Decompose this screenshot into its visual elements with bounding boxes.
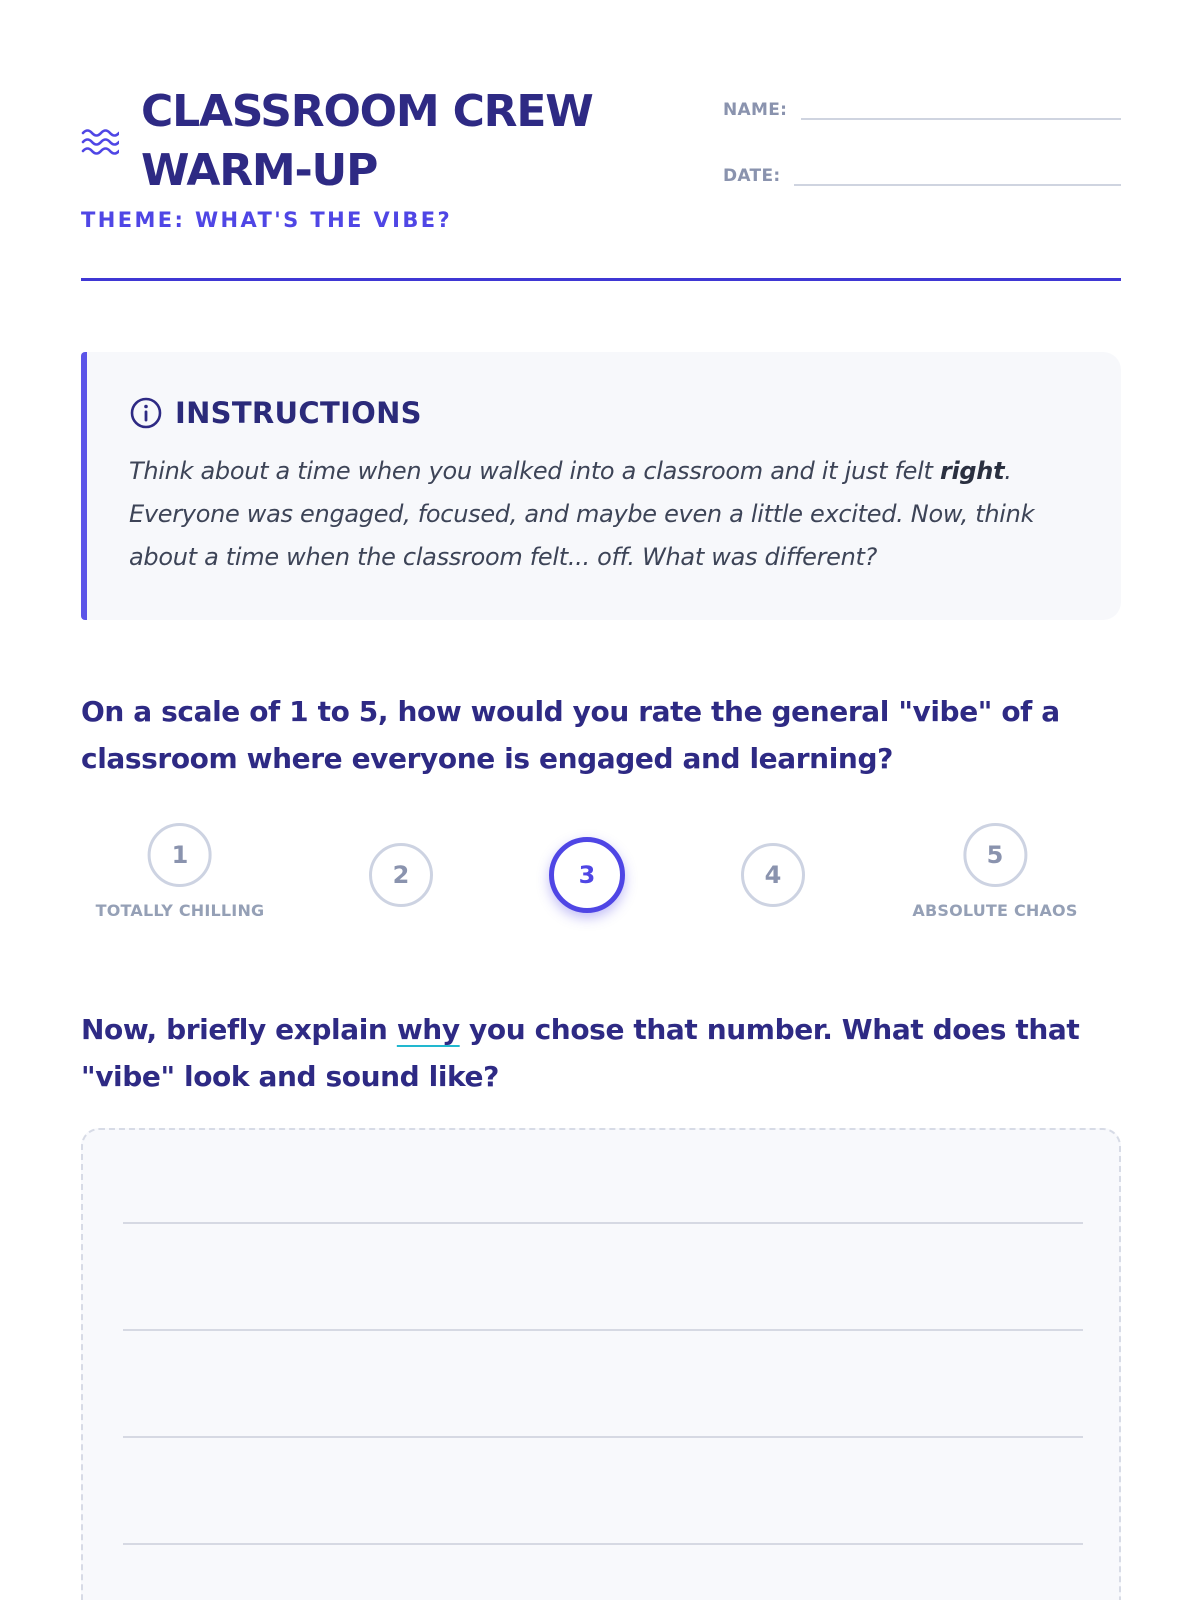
answer-line [123, 1543, 1083, 1545]
title-line-2: WARM-UP [141, 145, 378, 196]
worksheet-header [81, 78, 1121, 283]
scale-option-4[interactable] [741, 843, 805, 907]
scale-min-label: TOTALLY CHILLING [95, 901, 265, 920]
question-2-part-1: Now, briefly explain [81, 1013, 397, 1046]
instructions-heading [129, 396, 422, 430]
scale-option-1[interactable] [96, 823, 265, 920]
date-field[interactable] [794, 158, 1121, 186]
scale-max-label: ABSOLUTE CHAOS [912, 901, 1078, 920]
date-field-row [723, 156, 1121, 186]
question-2-emphasis: why [396, 1013, 460, 1046]
instructions-box [81, 352, 1121, 620]
name-field-row [723, 90, 1121, 120]
instructions-title: INSTRUCTIONS [175, 396, 422, 430]
scale-circle-5[interactable]: 5 [963, 823, 1027, 887]
question-2 [81, 1006, 1121, 1100]
scale-option-3[interactable] [549, 837, 625, 913]
date-label: DATE: [723, 166, 781, 186]
instructions-text-emphasis: right [939, 457, 1005, 485]
theme-subtitle: THEME: WHAT'S THE VIBE? [81, 208, 453, 232]
page-title [141, 82, 701, 200]
scale-circle-3-selected[interactable]: 3 [549, 837, 625, 913]
answer-line [123, 1222, 1083, 1224]
answer-area[interactable] [81, 1128, 1121, 1600]
answer-line [123, 1436, 1083, 1438]
question-1: On a scale of 1 to 5, how would you rate the general "vibe" of a classroom where everyone is engaged and learning? [81, 695, 1060, 775]
answer-line [123, 1329, 1083, 1331]
header-divider [81, 278, 1121, 281]
scale-circle-4[interactable]: 4 [741, 843, 805, 907]
student-info-fields [723, 90, 1121, 222]
scale-option-2[interactable] [369, 843, 433, 907]
name-field[interactable] [801, 92, 1121, 120]
name-label: NAME: [723, 100, 788, 120]
waves-icon [81, 126, 119, 158]
instructions-text [129, 450, 1069, 579]
rating-scale [81, 818, 1121, 938]
scale-circle-1[interactable]: 1 [148, 823, 212, 887]
instructions-text-part-2: . Everyone was engaged, focused, and maybe even a little excited. Now, think about a time when the classroom felt... off. What was different? [129, 457, 1035, 571]
instructions-text-part-1: Think about a time when you walked into a classroom and it just felt [129, 457, 940, 485]
info-icon [129, 396, 163, 430]
scale-option-5[interactable] [912, 823, 1077, 920]
title-line-1: CLASSROOM CREW [141, 86, 593, 137]
question-2-part-2: you chose that number. What does that "vibe" look and sound like? [81, 1013, 1080, 1093]
scale-circle-2[interactable]: 2 [369, 843, 433, 907]
